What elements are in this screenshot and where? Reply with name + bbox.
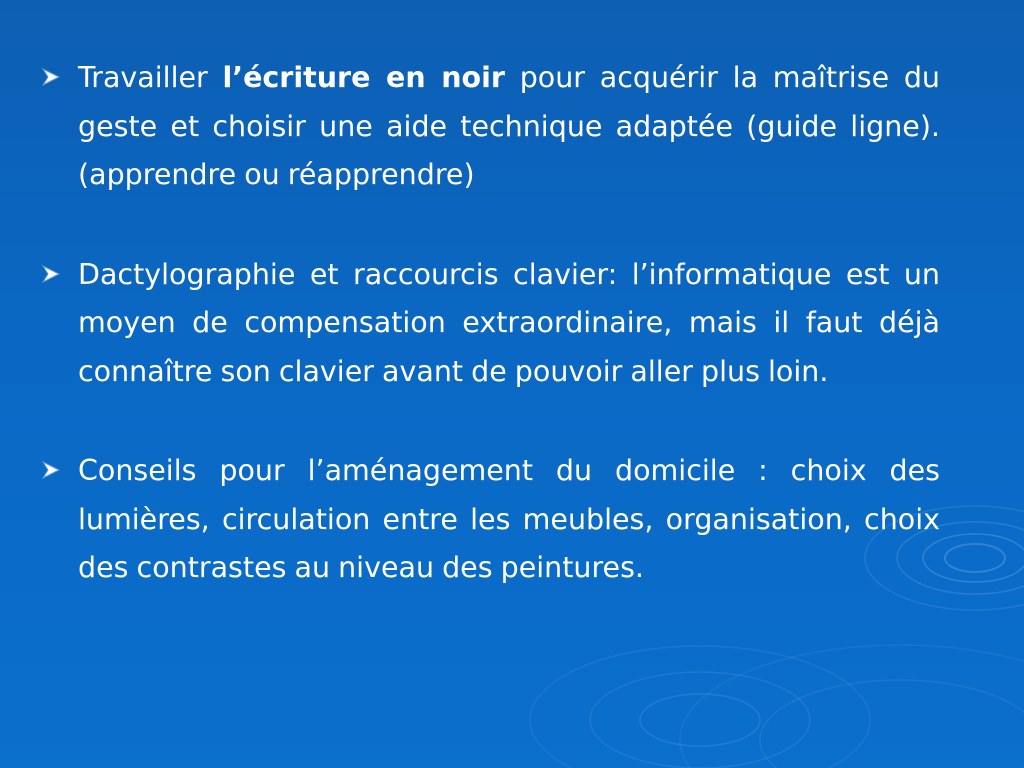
bullet-text: Conseils pour l’aménagement du domicile : choix des lumières, circulation entre les meubles, organisation, choix des contrastes au niveau des peintures.	[78, 454, 940, 584]
bullet-item-ecriture	[40, 54, 940, 200]
bullet-item-dactylographie	[40, 251, 940, 397]
bullet-text: Dactylographie et raccourcis clavier: l’informatique est un moyen de compensation extraordinaire, mais il faut déjà connaître son clavier avant de pouvoir aller plus loin.	[78, 257, 940, 388]
bold-emphasis: l’écriture en noir	[222, 61, 505, 94]
arrowhead-bullet-icon	[40, 459, 62, 481]
bullet-list	[40, 54, 940, 644]
arrowhead-bullet-icon	[40, 263, 62, 285]
bullet-text: Travailler l’écriture en noir pour acquérir la maîtrise du geste et choisir une aide technique adaptée (guide ligne).(apprendre ou réapprendre)	[78, 61, 940, 191]
arrowhead-bullet-icon	[40, 66, 62, 88]
bullet-item-conseils	[40, 447, 940, 593]
